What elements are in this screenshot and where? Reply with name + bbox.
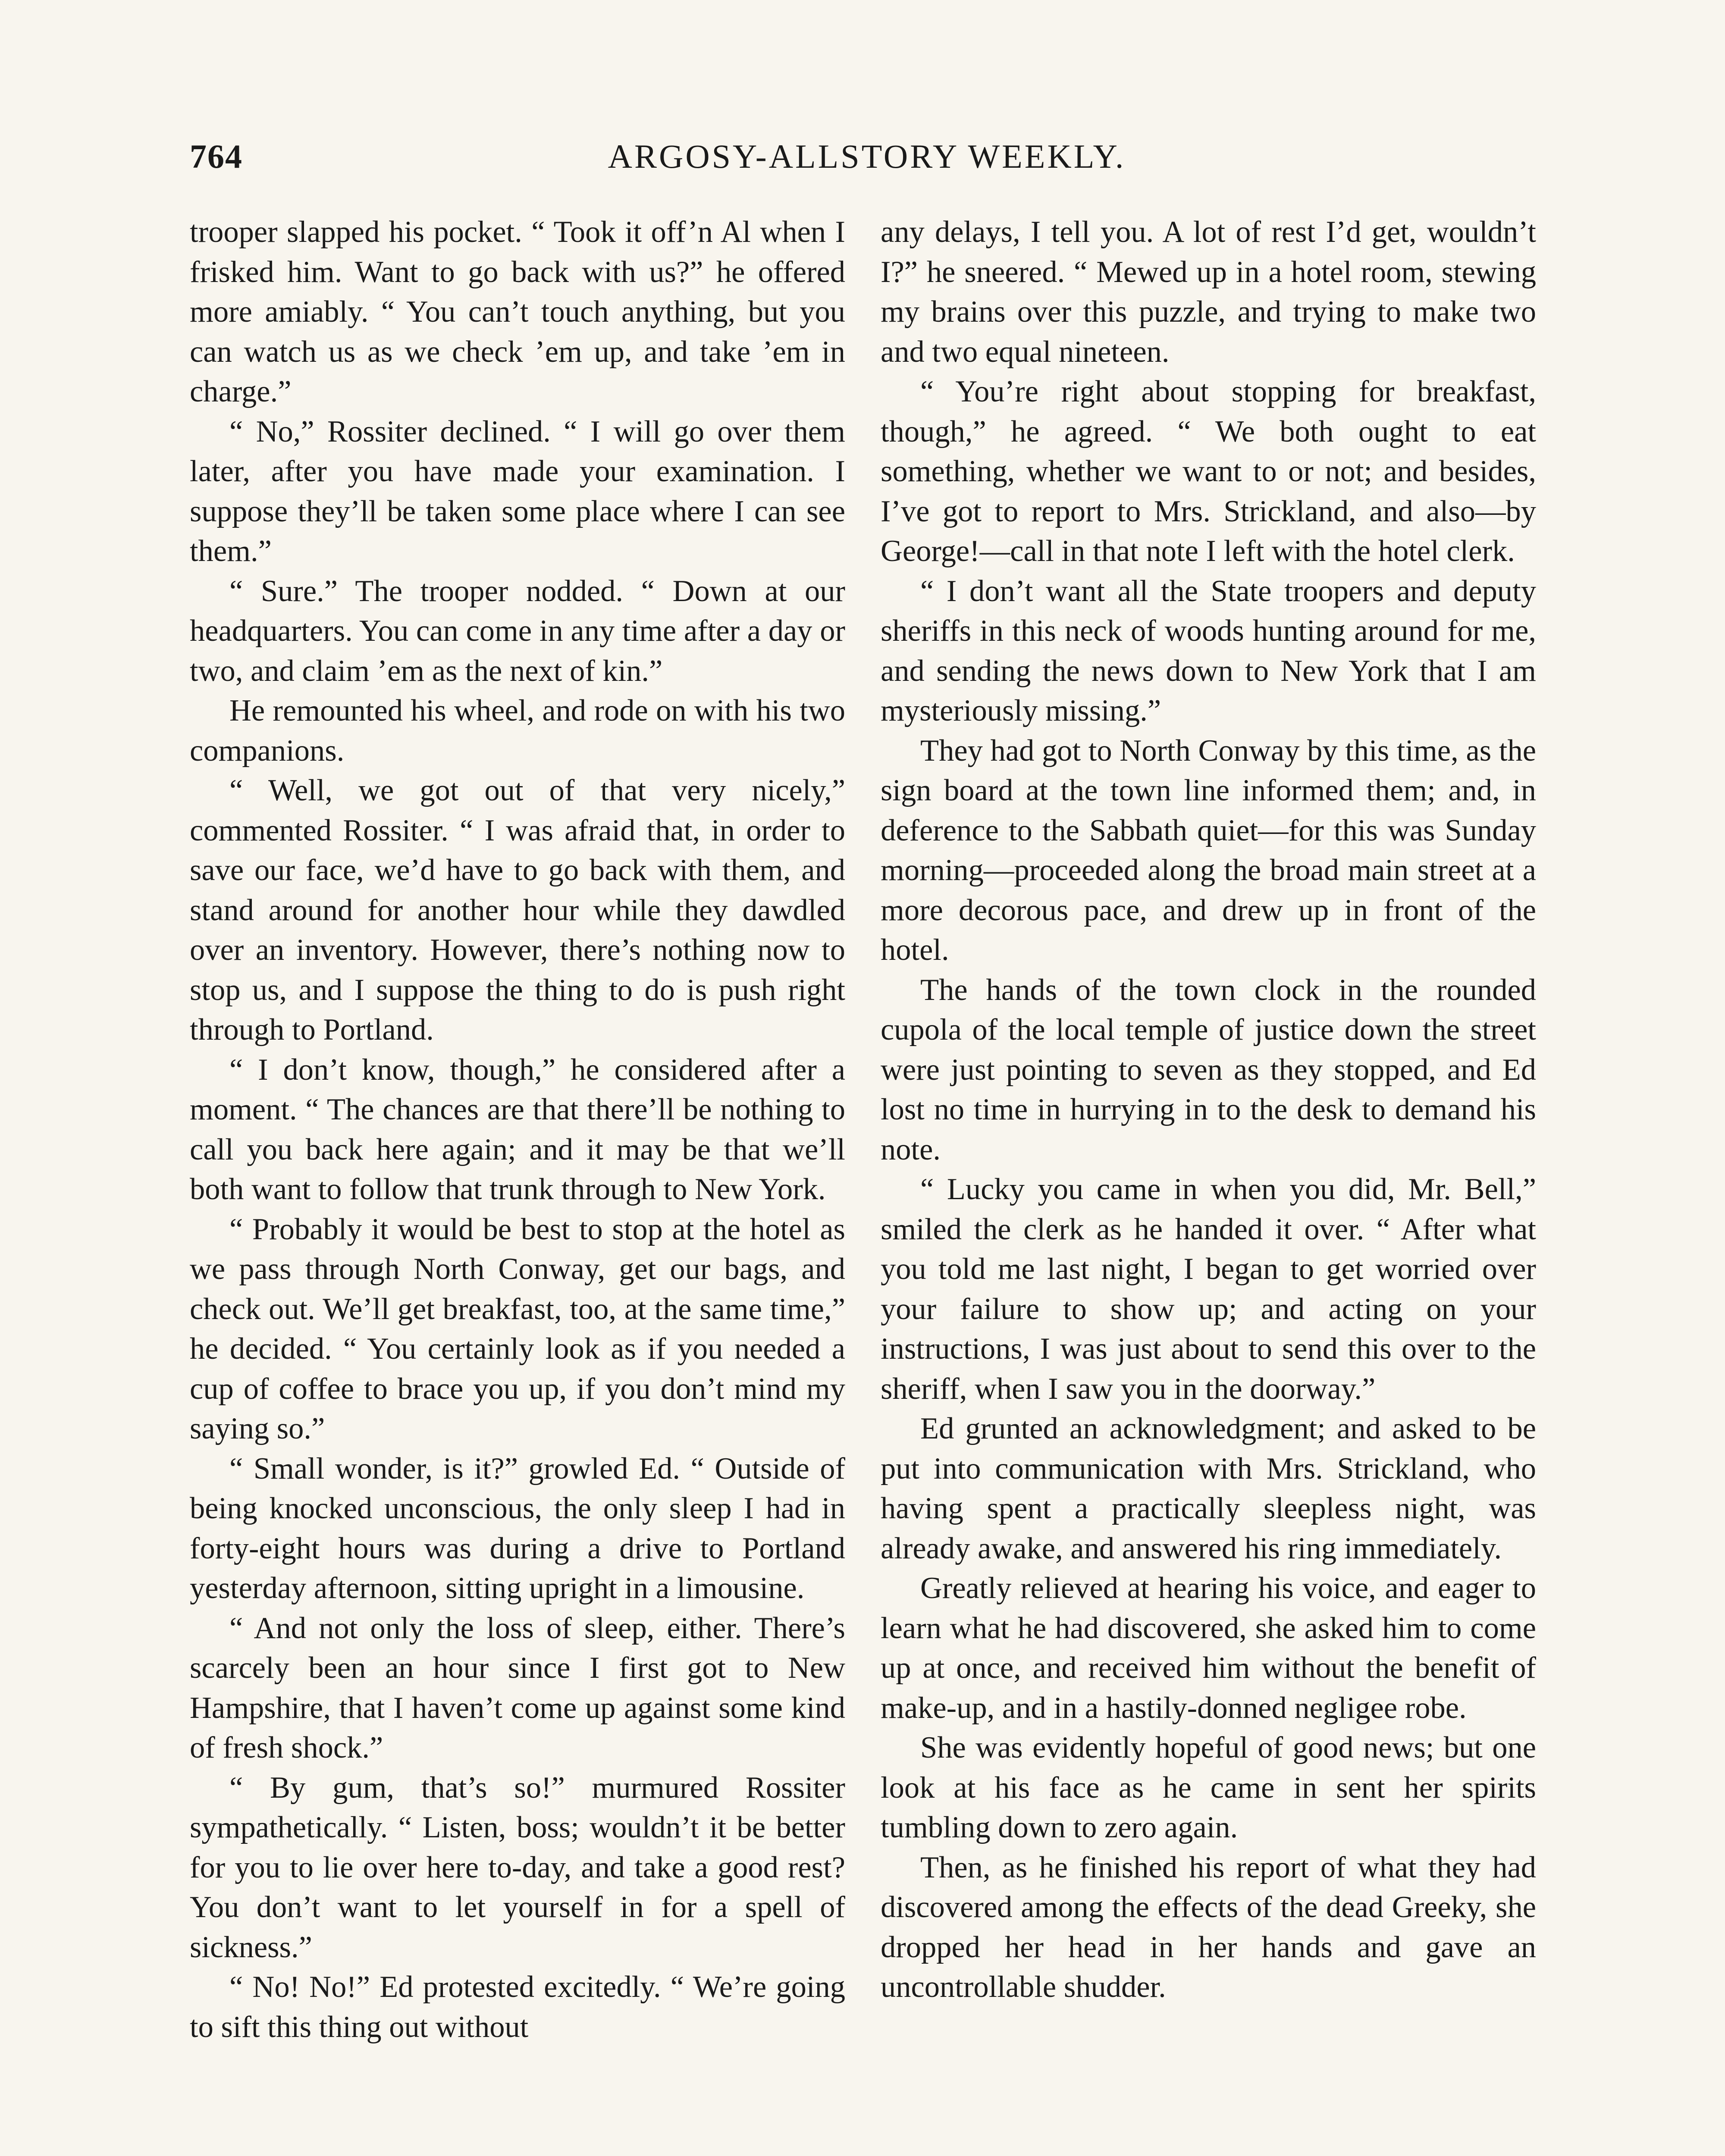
paragraph: “ By gum, that’s so!” murmured Rossiter sympathetically. “ Listen, boss; wouldn’t it be better for you to lie over here to-day, and take a good rest? You don’t want to let yourself in for a spell of sickness.” <box>190 1771 845 1964</box>
paragraph: Ed grunted an acknowledgment; and asked to be put into communication with Mrs. Strickland, who having spent a practically sleepless night, was already awake, and answered his ring immediately. <box>881 1412 1536 1565</box>
running-head: ARGOSY-ALLSTORY WEEKLY. <box>608 138 1126 175</box>
paragraph: “ Lucky you came in when you did, Mr. Bell,” smiled the clerk as he handed it over. “ After what you told me last night, I began to get worried over your failure to show up; and acting on your instructions, I was just about to send this over to the sheriff, when I saw you in the doorway.” <box>881 1172 1536 1406</box>
paragraph: “ And not only the loss of sleep, either. There’s scarcely been an hour since I first got to New Hampshire, that I haven’t come up against some kind of fresh shock.” <box>190 1611 845 1764</box>
paragraph: “ You’re right about stopping for breakfast, though,” he agreed. “ We both ought to eat something, whether we want to or not; and besides, I’ve got to report to Mrs. Strickland, and also—by George!—call in that note I left with the hotel clerk. <box>881 375 1536 568</box>
paragraph: “ Small wonder, is it?” growled Ed. “ Outside of being knocked unconscious, the only sleep I had in forty-eight hours was during a drive to Portland yesterday afternoon, sitting upright in a limousine. <box>190 1451 845 1605</box>
paragraph: “ Well, we got out of that very nicely,” commented Rossiter. “ I was afraid that, in order to save our face, we’d have to go back with them, and stand around for another hour while they dawdled over an inventory. However, there’s nothing now to stop us, and I suppose the thing to do is push right through to Portland. <box>190 774 845 1047</box>
paragraph: They had got to North Conway by this time, as the sign board at the town line informed them; and, in deference to the Sabbath quiet—for this was Sunday morning—proceeded along the broad main street at a more decorous pace, and drew up in front of the hotel. <box>881 733 1536 967</box>
paragraph: any delays, I tell you. A lot of rest I’d get, wouldn’t I?” he sneered. “ Mewed up in a hotel room, stewing my brains over this puzzle, and trying to make two and two equal nineteen. <box>881 215 1536 369</box>
paragraph: “ Probably it would be best to stop at the hotel as we pass through North Conway, get our bags, and check out. We’ll get breakfast, too, at the same time,” he decided. “ You certainly look as if you needed a cup of coffee to brace you up, if you don’t mind my saying so.” <box>190 1212 845 1445</box>
page-header <box>190 137 1544 189</box>
paragraph: Then, as he finished his report of what they had discovered among the effects of the dead Greeky, she dropped her head in her hands and gave an uncontrollable shudder. <box>881 1850 1536 2004</box>
paragraph: She was evidently hopeful of good news; but one look at his face as he came in sent her spirits tumbling down to zero again. <box>881 1731 1536 1844</box>
paragraph: “ No! No!” Ed protested excitedly. “ We’re going to sift this thing out without <box>190 1970 845 2044</box>
page-number: 764 <box>190 138 243 175</box>
paragraph: He remounted his wheel, and rode on with his two companions. <box>190 694 845 768</box>
paragraph: “ Sure.” The trooper nodded. “ Down at our headquarters. You can come in any time after a day or two, and claim ’em as the next of kin.” <box>190 574 845 688</box>
paragraph: Greatly relieved at hearing his voice, and eager to learn what he had discovered, she asked him to come up at once, and received him without the benefit of make-up, and in a hastily-donned negligee robe. <box>881 1571 1536 1725</box>
paragraph: trooper slapped his pocket. “ Took it off’n Al when I frisked him. Want to go back with us?” he offered more amiably. “ You can’t touch anything, but you can watch us as we check ’em up, and take ’em in charge.” <box>190 215 845 408</box>
paragraph: The hands of the town clock in the rounded cupola of the local temple of justice down the street were just pointing to seven as they stopped, and Ed lost no time in hurrying in to the desk to demand his note. <box>881 973 1536 1166</box>
paragraph: “ No,” Rossiter declined. “ I will go over them later, after you have made your examination. I suppose they’ll be taken some place where I can see them.” <box>190 414 845 568</box>
left-column <box>190 212 845 2047</box>
paragraph: “ I don’t want all the State troopers and deputy sheriffs in this neck of woods hunting around for me, and sending the news down to New York that I am mysteriously missing.” <box>881 574 1536 727</box>
right-column <box>881 212 1536 2007</box>
paragraph: “ I don’t know, though,” he considered after a moment. “ The chances are that there’ll be nothing to call you back here again; and it may be that we’ll both want to follow that trunk through to New York. <box>190 1053 845 1206</box>
